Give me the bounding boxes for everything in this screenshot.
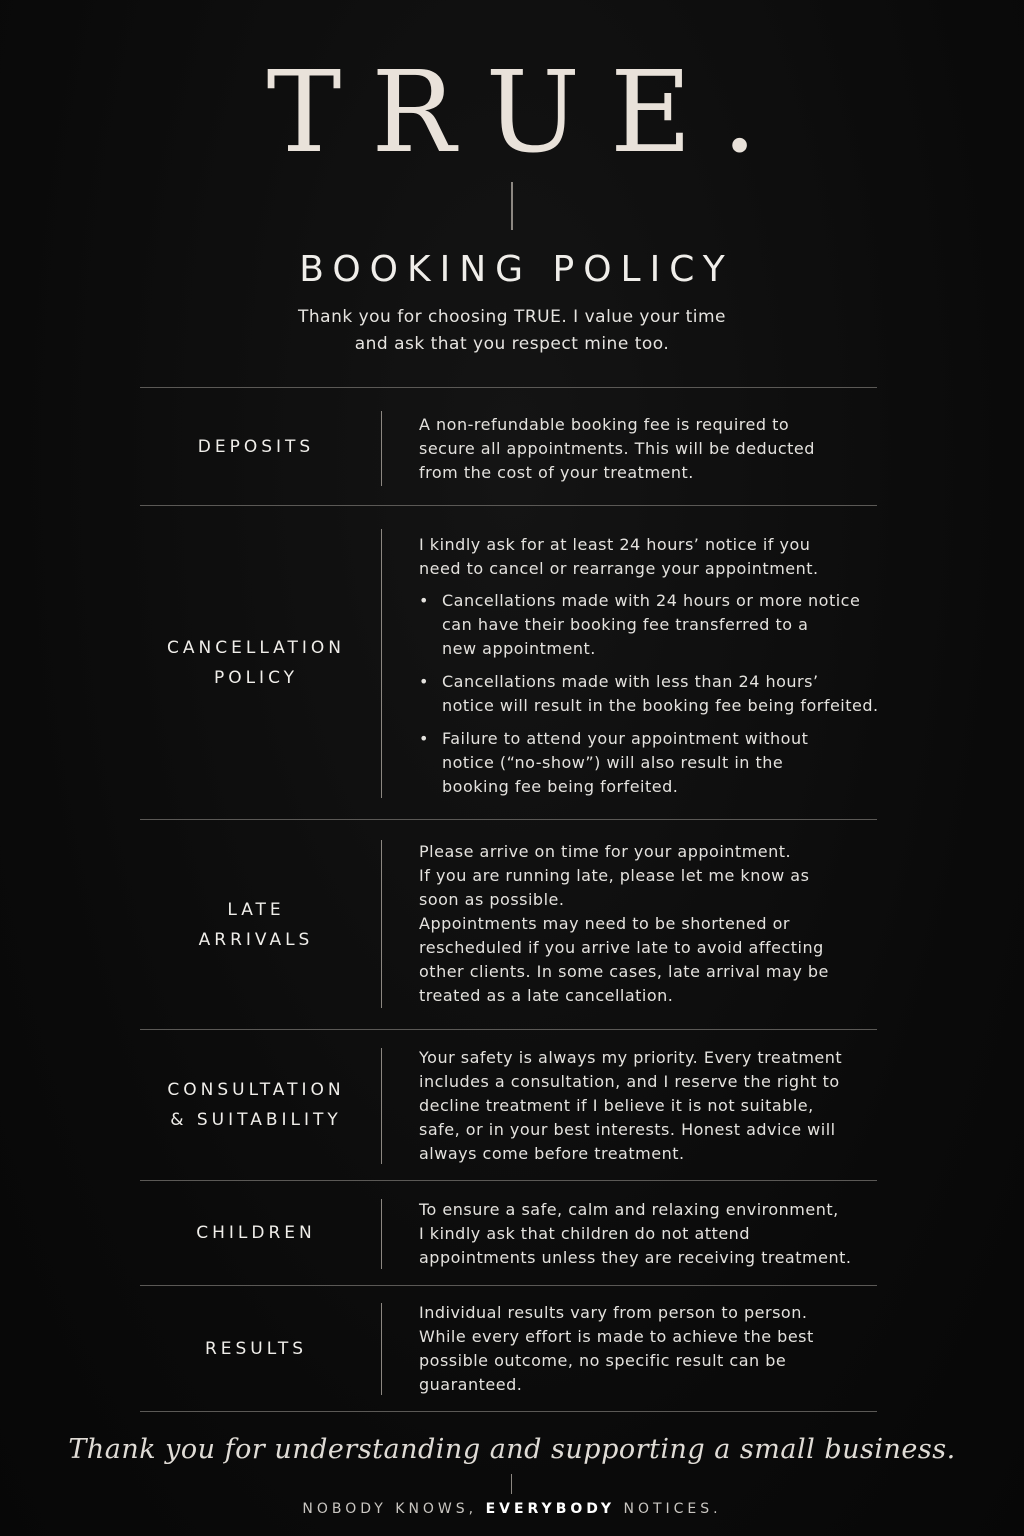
content-line: Your safety is always my priority. Every treatment — [419, 1048, 843, 1067]
policy-row-consultation — [140, 1029, 877, 1180]
content-line: decline treatment if I believe it is not suitable, — [419, 1096, 814, 1115]
tagline-emphasis: EVERYBODY — [485, 1501, 616, 1517]
content-line: possible outcome, no specific result can be — [419, 1351, 787, 1370]
content-line: A non-refundable booking fee is required to — [419, 415, 790, 434]
label-line: POLICY — [213, 667, 299, 688]
content-line: secure all appointments. This will be deducted — [419, 439, 815, 458]
intro-line: and ask that you respect mine too. — [354, 334, 670, 354]
content-line: I kindly ask for at least 24 hours’ notice if you — [419, 535, 811, 554]
policy-row-children — [140, 1180, 877, 1285]
column-divider — [381, 1048, 382, 1164]
section-content-results — [419, 1301, 877, 1397]
section-label-cancellation — [140, 506, 368, 819]
label-line: LATE — [227, 899, 285, 920]
content-line: While every effort is made to achieve the best — [419, 1327, 814, 1346]
bullet-item — [419, 589, 877, 661]
content-line: soon as possible. — [419, 890, 565, 909]
bullet-line: booking fee being forfeited. — [442, 777, 679, 796]
content-line: other clients. In some cases, late arrival may be — [419, 962, 829, 981]
policy-table — [140, 387, 877, 1412]
brand-logo: TRUE. — [266, 48, 788, 178]
content-line: treated as a late cancellation. — [419, 986, 674, 1005]
section-label-late-arrivals — [140, 820, 368, 1029]
intro-text — [0, 304, 1024, 358]
bullet-item — [419, 727, 877, 799]
content-line: appointments unless they are receiving treatment. — [419, 1248, 852, 1267]
section-label-results — [140, 1286, 368, 1411]
bullet-line: notice (“no-show”) will also result in the — [442, 753, 784, 772]
section-content-cancellation — [419, 533, 877, 808]
label-line: CHILDREN — [196, 1223, 316, 1243]
section-content-children — [419, 1198, 877, 1270]
bullet-line: • Cancellations made with less than 24 hours’ — [442, 672, 819, 691]
intro-line: Thank you for choosing TRUE. I value your time — [298, 307, 726, 327]
label-line: CANCELLATION — [167, 637, 345, 658]
label-line: ARRIVALS — [198, 929, 314, 950]
content-line: includes a consultation, and I reserve the right to — [419, 1072, 840, 1091]
section-label-children — [140, 1181, 368, 1285]
column-divider — [381, 411, 382, 486]
label-line: & SUITABILITY — [170, 1110, 342, 1130]
section-content-deposits — [419, 413, 877, 485]
section-content-consultation — [419, 1046, 877, 1166]
label-line: CONSULTATION — [167, 1080, 345, 1100]
content-line: from the cost of your treatment. — [419, 463, 694, 482]
content-line: Appointments may need to be shortened or — [419, 914, 790, 933]
content-line: Please arrive on time for your appointment. — [419, 842, 792, 861]
page-title: BOOKING POLICY — [299, 249, 734, 290]
policy-row-late-arrivals — [140, 819, 877, 1029]
content-line: safe, or in your best interests. Honest advice will — [419, 1120, 836, 1139]
section-label-deposits — [140, 388, 368, 505]
bullet-line: can have their booking fee transferred to a — [442, 615, 809, 634]
content-line: If you are running late, please let me know as — [419, 866, 810, 885]
content-line: Individual results vary from person to person. — [419, 1303, 808, 1322]
top-divider — [511, 182, 513, 230]
content-line: rescheduled if you arrive late to avoid affecting — [419, 938, 824, 957]
bullet-line: • Cancellations made with 24 hours or more notice — [442, 591, 861, 610]
tagline-part: NOBODY KNOWS, — [302, 1501, 486, 1517]
bullet-line: • Failure to attend your appointment without — [442, 729, 809, 748]
bullet-line: new appointment. — [442, 639, 596, 658]
column-divider — [381, 1199, 382, 1269]
tagline-part: NOTICES. — [615, 1501, 722, 1517]
content-line: I kindly ask that children do not attend — [419, 1224, 750, 1243]
section-label-consultation — [140, 1030, 368, 1180]
label-line: RESULTS — [204, 1338, 308, 1359]
content-line: always come before treatment. — [419, 1144, 685, 1163]
policy-row-cancellation — [140, 505, 877, 819]
column-divider — [381, 529, 382, 798]
section-content-late-arrivals — [419, 840, 877, 1008]
column-divider — [381, 1303, 382, 1395]
tagline — [0, 1498, 1024, 1520]
content-line: need to cancel or rearrange your appointment. — [419, 559, 819, 578]
content-line: To ensure a safe, calm and relaxing environment, — [419, 1200, 839, 1219]
column-divider — [381, 840, 382, 1008]
policy-row-deposits — [140, 387, 877, 505]
label-line: DEPOSITS — [197, 436, 315, 457]
policy-row-results — [140, 1285, 877, 1412]
bullet-item — [419, 670, 877, 718]
bullet-line: notice will result in the booking fee being forfeited. — [442, 696, 879, 715]
thank-you-signature: Thank you for understanding and supporting a small business. — [68, 1434, 956, 1465]
bottom-divider — [511, 1474, 512, 1494]
cancellation-bullets — [419, 589, 877, 799]
content-line: guaranteed. — [419, 1375, 523, 1394]
